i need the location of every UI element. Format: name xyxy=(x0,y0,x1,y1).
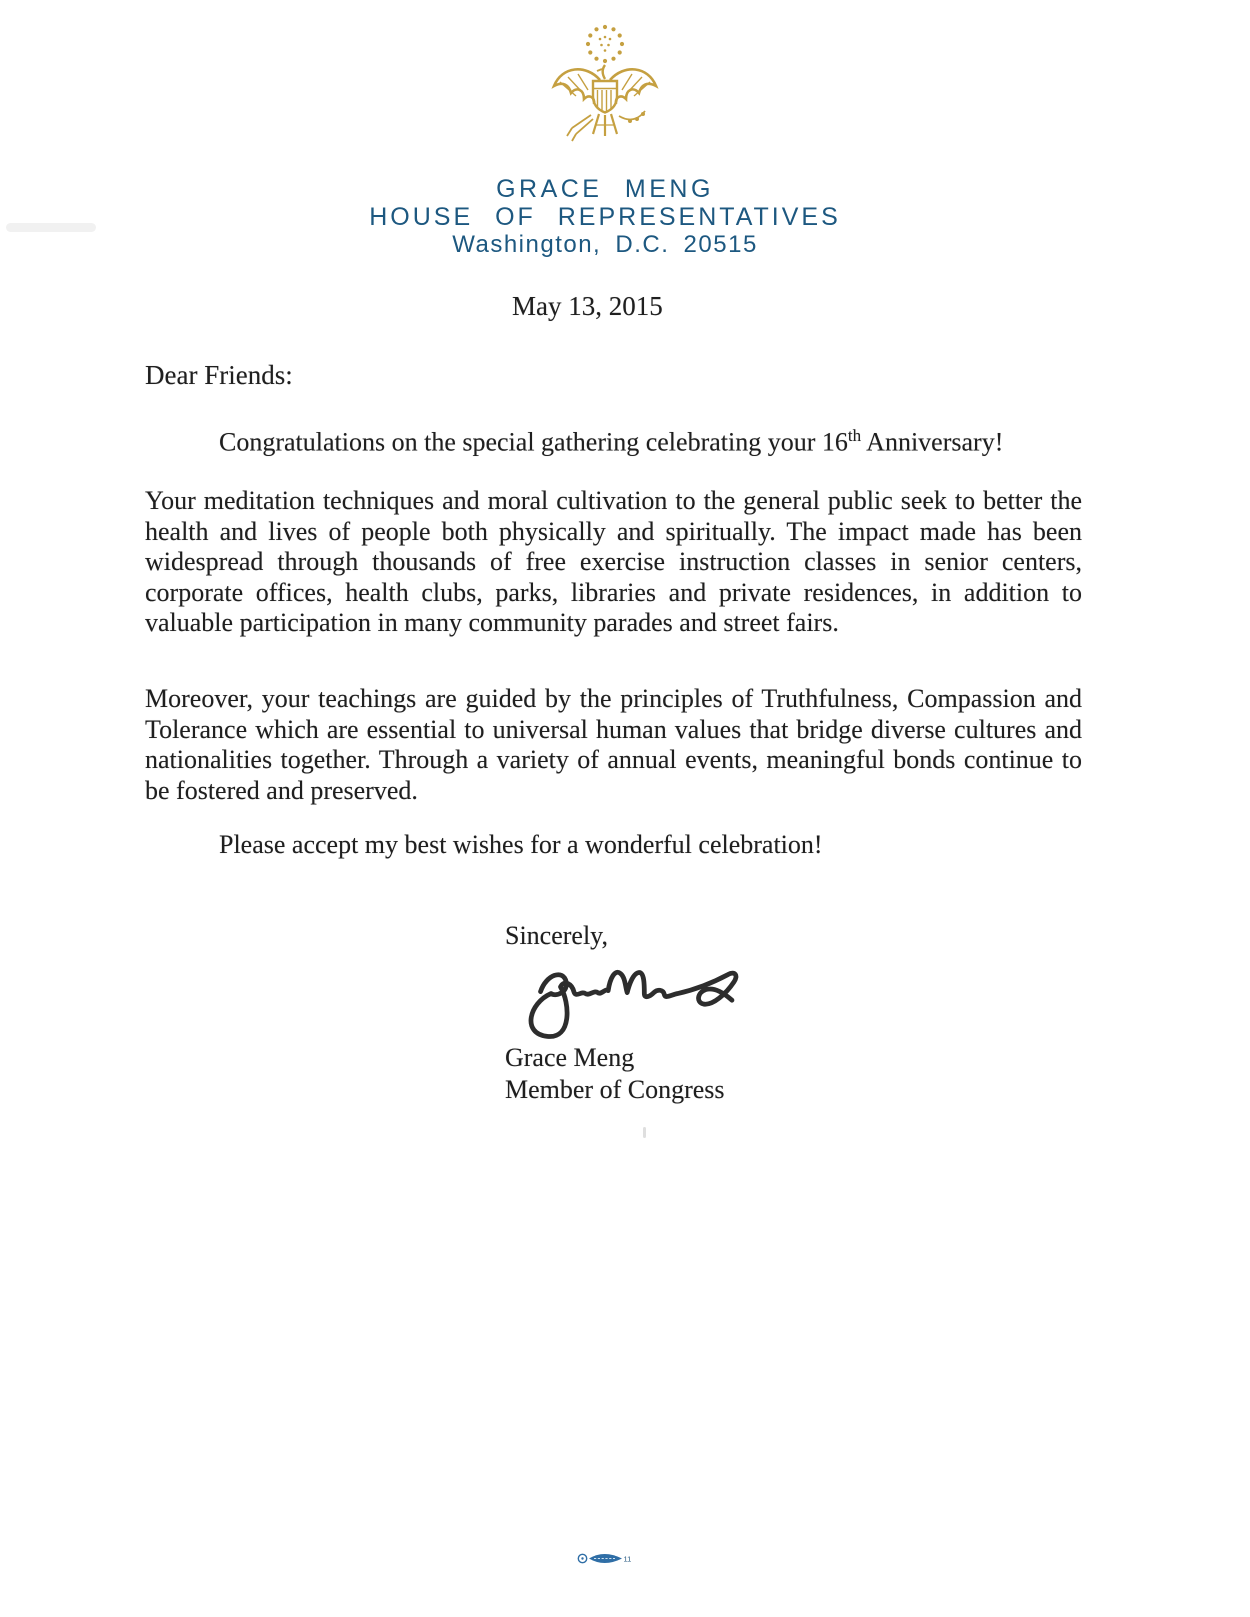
letterhead-name: GRACE MENG xyxy=(496,175,714,203)
valediction: Sincerely, xyxy=(505,921,608,950)
letterhead-address: Washington, D.C. 20515 xyxy=(452,231,758,258)
congrats-suffix: Anniversary! xyxy=(861,427,1004,457)
ordinal-superscript: th xyxy=(847,426,862,445)
letterhead-office: HOUSE OF REPRESENTATIVES xyxy=(369,203,841,231)
letterhead xyxy=(0,175,1210,259)
letter-date: May 13, 2015 xyxy=(512,291,663,321)
great-seal-icon xyxy=(0,22,1210,164)
scan-speck xyxy=(643,1127,646,1138)
printer-union-label-icon xyxy=(576,1550,632,1572)
congrats-prefix: Congratulations on the special gathering celebrating your 16 xyxy=(219,427,848,457)
body-paragraph-2: Moreover, your teachings are guided by the principles of Truthfulness, Compassion and Tolerance which are essential to universal human values that bridge diverse cultures and nationalities together. Through a variety of annual events, meaningful bonds continue to be fostered and preserved. xyxy=(145,684,1082,805)
signature-icon xyxy=(506,944,756,1049)
salutation: Dear Friends: xyxy=(145,360,293,390)
union-label-number: 11 xyxy=(623,1554,632,1564)
closing-line: Please accept my best wishes for a wonderful celebration! xyxy=(219,830,823,859)
congratulations-line xyxy=(145,421,1082,458)
signer-name: Grace Meng xyxy=(505,1043,635,1072)
body-paragraph-1: Your meditation techniques and moral cultivation to the general public seek to better the health and lives of people both physically and spiritually. The impact made has been widespread through thousands of free exercise instruction classes in senior centers, corporate offices, health clubs, parks, libraries and private residences, in addition to valuable participation in many community parades and street fairs. xyxy=(145,486,1082,637)
signer-title: Member of Congress xyxy=(505,1075,725,1104)
